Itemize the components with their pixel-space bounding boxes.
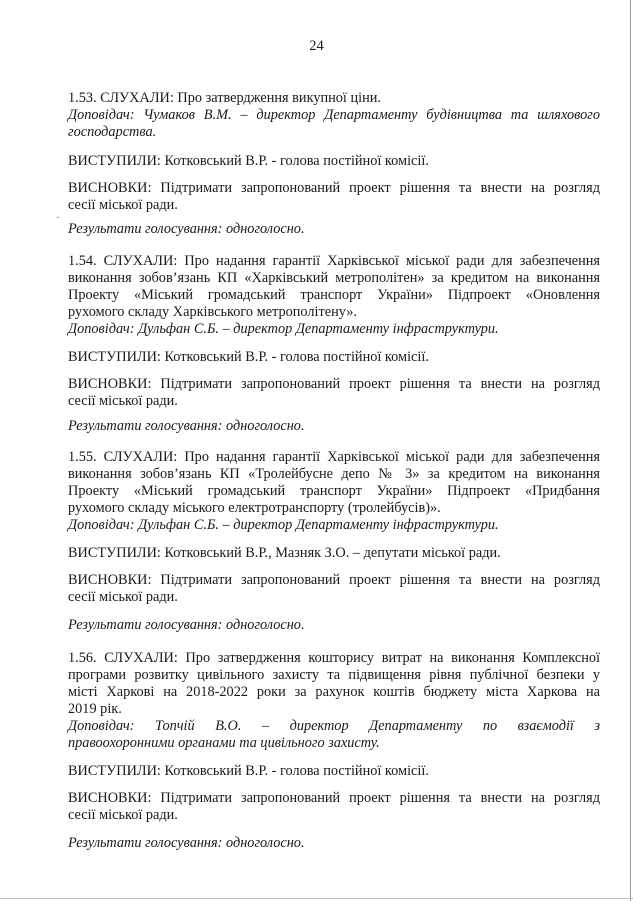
heard-line: 2019 рік. — [68, 701, 122, 717]
spoke-line: ВИСТУПИЛИ: Котковський В.Р. - голова постійної комісії. — [68, 153, 429, 169]
voting-result: Результати голосування: одноголосно. — [68, 221, 305, 237]
conclusion-line: ВИСНОВКИ: Підтримати запропонований проект рішення та внести на розгляд — [68, 180, 600, 196]
speaker-line: правоохоронними органами та цивільного захисту. — [68, 735, 380, 751]
page-edge-bottom — [0, 898, 633, 899]
speaker-line: Доповідач: Дульфан С.Б. – директор Департаменту інфраструктури. — [68, 321, 499, 337]
page-number: 24 — [309, 38, 324, 54]
speaker-line: господарства. — [68, 124, 157, 140]
voting-result: Результати голосування: одноголосно. — [68, 617, 305, 633]
margin-mark: · — [56, 210, 60, 224]
conclusion-line: сесії міської ради. — [68, 807, 178, 823]
voting-result: Результати голосування: одноголосно. — [68, 418, 305, 434]
speaker-line: Доповідач: Топчій В.О. – директор Департаменту по взаємодії з — [68, 718, 600, 734]
spoke-line: ВИСТУПИЛИ: Котковський В.Р. - голова постійної комісії. — [68, 349, 429, 365]
conclusion-line: сесії міської ради. — [68, 393, 178, 409]
heard-line: Проекту «Міський громадський транспорт України» Підпроект «Оновлення — [68, 287, 600, 303]
conclusion-line: сесії міської ради. — [68, 589, 178, 605]
voting-result: Результати голосування: одноголосно. — [68, 835, 305, 851]
speaker-line: Доповідач: Дульфан С.Б. – директор Департаменту інфраструктури. — [68, 517, 499, 533]
conclusion-line: сесії міської ради. — [68, 197, 178, 213]
heard-line: 1.53. СЛУХАЛИ: Про затвердження викупної ціни. — [68, 90, 381, 106]
speaker-line: Доповідач: Чумаков В.М. – директор Департаменту будівництва та шляхового — [68, 107, 600, 123]
heard-line: рухомого складу Харківського метрополітену». — [68, 304, 357, 320]
heard-line: програми розвитку цивільного захисту та підвищення рівня публічної безпеки у — [68, 667, 600, 683]
spoke-line: ВИСТУПИЛИ: Котковський В.Р., Мазняк З.О. – депутати міської ради. — [68, 545, 501, 561]
conclusion-line: ВИСНОВКИ: Підтримати запропонований проект рішення та внести на розгляд — [68, 376, 600, 392]
heard-line: 1.56. СЛУХАЛИ: Про затвердження кошторису витрат на виконання Комплексної — [68, 650, 600, 666]
heard-line: Проекту «Міський громадський транспорт України» Підпроект «Придбання — [68, 483, 600, 499]
heard-line: рухомого складу міського електротранспорту (тролейбусів)». — [68, 500, 441, 516]
page-edge-right — [630, 0, 631, 901]
conclusion-line: ВИСНОВКИ: Підтримати запропонований проект рішення та внести на розгляд — [68, 572, 600, 588]
heard-line: 1.54. СЛУХАЛИ: Про надання гарантії Харківської міської ради для забезпечення — [68, 253, 600, 269]
spoke-line: ВИСТУПИЛИ: Котковський В.Р. - голова постійної комісії. — [68, 763, 429, 779]
heard-line: виконання зобов’язань КП «Тролейбусне депо № 3» за кредитом на виконання — [68, 466, 600, 482]
heard-line: місті Харкові на 2018-2022 роки за рахунок коштів бюджету міста Харкова на — [68, 684, 600, 700]
heard-line: 1.55. СЛУХАЛИ: Про надання гарантії Харківської міської ради для забезпечення — [68, 449, 600, 465]
heard-line: виконання зобов’язань КП «Харківський метрополітен» за кредитом на виконання — [68, 270, 600, 286]
conclusion-line: ВИСНОВКИ: Підтримати запропонований проект рішення та внести на розгляд — [68, 790, 600, 806]
